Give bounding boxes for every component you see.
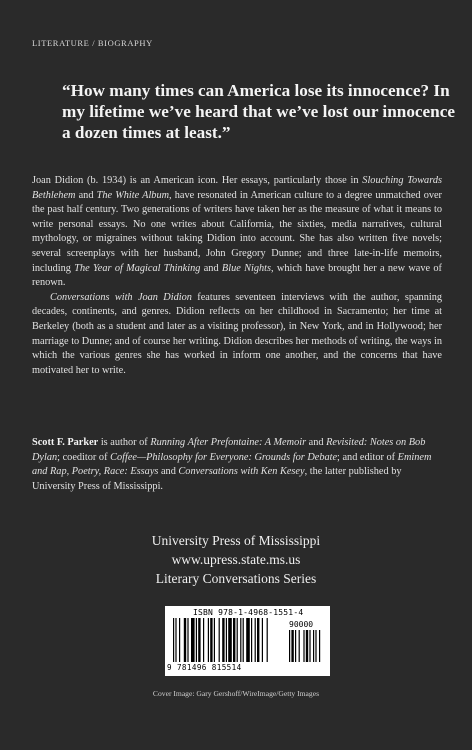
book-title: Slouching Towards Bethlehem xyxy=(32,175,442,201)
publisher-url: www.upress.state.ms.us xyxy=(171,552,301,567)
book-title: The Year of Magical Thinking xyxy=(74,262,201,274)
description xyxy=(32,174,442,378)
isbn-number: ISBN 978-1-4968-1551-4 xyxy=(193,608,304,617)
book-title: Coffee—Philosophy for Everyone: Grounds for Debate xyxy=(110,451,338,463)
book-title: Blue Nights xyxy=(221,262,272,274)
book-title: The White Album xyxy=(96,189,170,201)
category-label: LITERATURE / BIOGRAPHY xyxy=(32,38,153,48)
text-run: features seventeen interviews with the author, spanning decades, continents, and genres. Didion reflects on her childhood in Sacramento; her time at Berkeley (both as a student and later as a visiting professor), in New York, and in Hollywood; her marriage to Dunne; and of course her writing. Didion describes her methods of writing, the ways in which the various genres she has worked in inform one another, and the concerns that have motivated her to write. xyxy=(32,291,443,376)
book-title: Conversations with Ken Kesey xyxy=(178,466,305,478)
price-code: 90000 xyxy=(289,620,314,629)
book-title: Revisited: Notes on Bob Dylan xyxy=(32,437,426,463)
author-bio xyxy=(32,436,442,494)
text-run: ; coeditor of xyxy=(57,451,111,463)
isbn-barcode xyxy=(165,606,330,676)
text-run: ; and editor of xyxy=(337,451,398,463)
text-run: , the latter published by University Press of Mississippi. xyxy=(32,466,402,492)
pull-quote: “How many times can America lose its innocence? In my lifetime we’ve heard that we’ve lost our innocence a dozen times at least.” xyxy=(62,81,455,142)
author-name: Scott F. Parker xyxy=(32,437,99,448)
text-run: and xyxy=(306,437,327,448)
publisher-block xyxy=(0,531,472,588)
text-run: , which have brought her a new wave of renown. xyxy=(32,262,442,289)
ean-number: 9 781496 815514 xyxy=(167,663,242,672)
text-run: , have resonated in American culture to a degree unmatched over the past half century. Two generations of writers have taken her as the measure of what it means to write personal essays. No one writes about California, the sixties, media narratives, cultural mythology, or migraines without taking Didion into account. She has also written five novels; several screenplays with her husband, John Gregory Dunne; and three late-in-life memoirs, including xyxy=(32,189,442,274)
text-run: and xyxy=(158,466,179,478)
book-title: Conversations with Joan Didion xyxy=(50,291,192,303)
text-run: is author of xyxy=(98,437,151,448)
book-title: Eminem and Rap, Poetry, Race: Essays xyxy=(32,451,432,478)
text-run: Joan Didion (b. 1934) is an American icon. Her essays, particularly those in xyxy=(32,175,363,186)
cover-credit: Cover Image: Gary Gershoff/WireImage/Getty Images xyxy=(152,689,320,698)
description-paragraph-1 xyxy=(32,174,442,291)
publisher-name: University Press of Mississippi xyxy=(151,533,321,548)
book-title: Running After Prefontaine: A Memoir xyxy=(150,437,307,448)
text-run: and xyxy=(75,189,97,201)
description-paragraph-2 xyxy=(32,291,442,379)
text-run: and xyxy=(200,262,222,274)
series-name: Literary Conversations Series xyxy=(155,571,317,586)
